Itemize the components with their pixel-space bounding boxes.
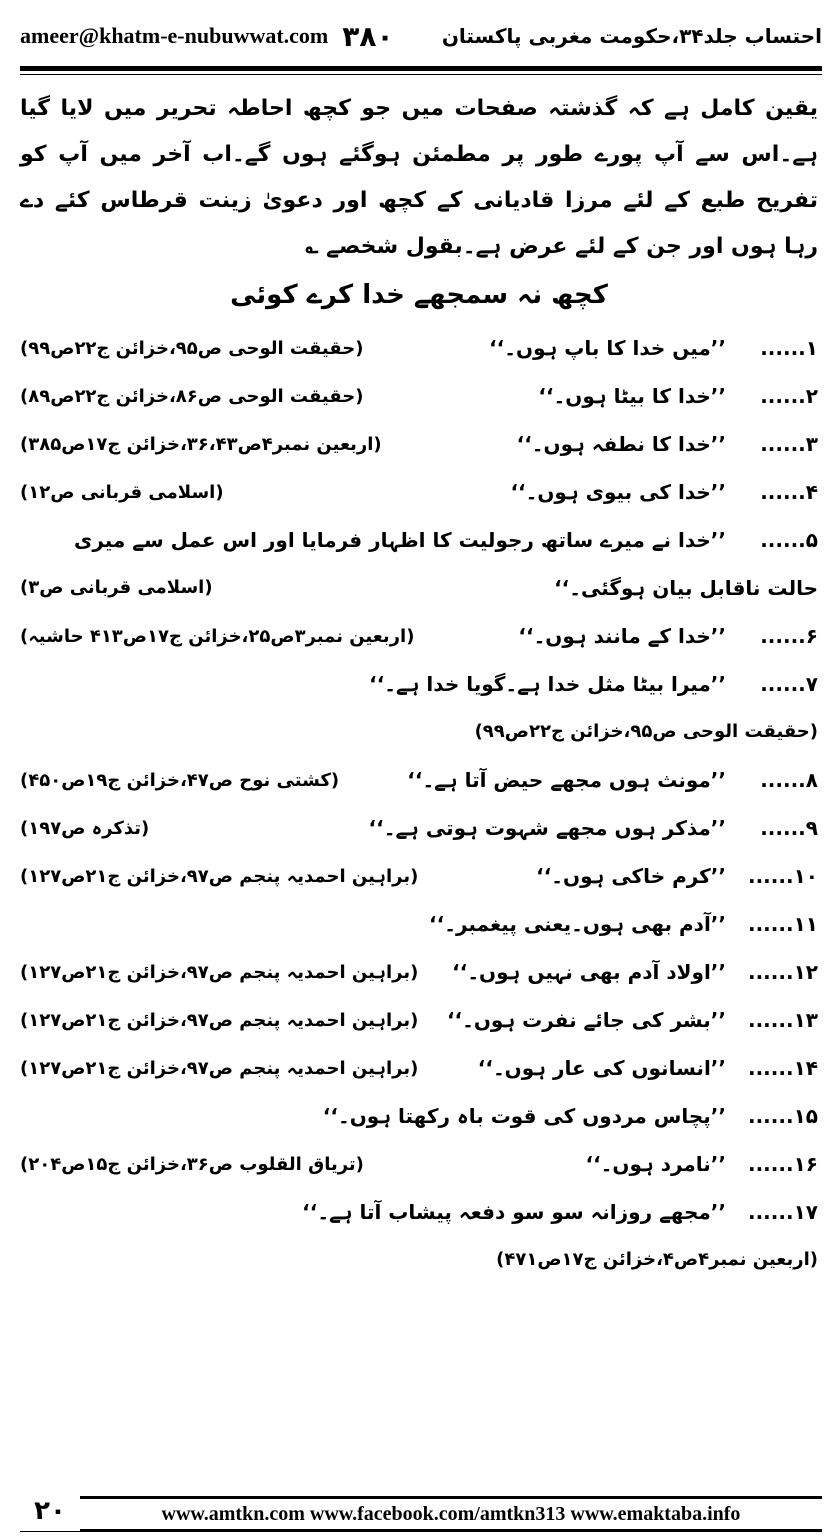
final-reference-line	[20, 1236, 818, 1284]
page-header	[20, 8, 822, 64]
entries-list-2	[20, 756, 818, 1236]
list-item	[20, 804, 818, 852]
entry-number: ۱۴......	[747, 1056, 818, 1080]
entry-number: ۱۱......	[747, 912, 818, 936]
footer-page-number: ۲۰	[20, 1491, 80, 1532]
list-item	[20, 612, 818, 660]
entry-quote: ’’خدا کے مانند ہوں۔‘‘	[518, 624, 726, 648]
list-item	[20, 468, 818, 516]
entry-reference: (تریاق القلوب ص۳۶،خزائن ج۱۵ص۲۰۴)	[20, 1153, 364, 1175]
entry-quote: ’’مجھے روزانہ سو سو دفعہ پیشاب آتا ہے۔‘‘	[302, 1200, 726, 1224]
entry-quote: ’’اولاد آدم بھی نہیں ہوں۔‘‘	[452, 960, 726, 984]
list-item	[20, 660, 818, 708]
entry-number: ۶......	[760, 624, 818, 648]
entry-number: ۴......	[760, 480, 818, 504]
list-item	[20, 516, 818, 564]
list-item	[20, 420, 818, 468]
entry-quote: ’’نامرد ہوں۔‘‘	[585, 1152, 726, 1176]
list-item	[20, 1188, 818, 1236]
entry-reference: (حقیقت الوحی ص۸۶،خزائن ج۲۲ص۸۹)	[20, 385, 364, 407]
list-item	[20, 372, 818, 420]
entry-reference: (اربعین نمبر۳ص۲۵،خزائن ج۱۷ص۴۱۳ حاشیہ)	[20, 625, 415, 647]
entry-number: ۱۳......	[747, 1008, 818, 1032]
entry-reference: (اسلامی قربانی ص۱۲)	[20, 481, 224, 503]
entry-quote: ’’میں خدا کا باپ ہوں۔‘‘	[489, 336, 726, 360]
entry-reference: (براہین احمدیہ پنجم ص۹۷،خزائن ج۲۱ص۱۲۷)	[20, 1009, 419, 1031]
list-item	[20, 324, 818, 372]
entry-reference: (اربعین نمبر۴ص۳۶،۴۳،خزائن ج۱۷ص۳۸۵)	[20, 433, 382, 455]
list-item	[20, 948, 818, 996]
entry-quote: ’’خدا کی بیوی ہوں۔‘‘	[510, 480, 726, 504]
header-left	[20, 20, 394, 53]
entry-number: ۲......	[760, 384, 818, 408]
list-item	[20, 1140, 818, 1188]
entry-reference: (اربعین نمبر۴ص۴،خزائن ج۱۷ص۴۷۱)	[496, 1249, 818, 1270]
header-page-number: ۳۸۰	[342, 19, 394, 53]
couplet: کچھ نہ سمجھے خدا کرے کوئی	[230, 280, 608, 310]
entry-reference: (اسلامی قربانی ص۳)	[20, 577, 213, 598]
header-title: احتساب جلد۳۴،حکومت مغربی پاکستان	[441, 24, 822, 48]
list-item	[20, 852, 818, 900]
entry-reference: (براہین احمدیہ پنجم ص۹۷،خزائن ج۲۱ص۱۲۷)	[20, 865, 419, 887]
entry-number: ۳......	[760, 432, 818, 456]
header-rule-thin	[20, 74, 822, 75]
entry-continuation	[20, 564, 818, 612]
entry-number: ۷......	[760, 672, 818, 696]
entry-number: ۱۰......	[747, 864, 818, 888]
header-rule-thick	[20, 66, 822, 71]
entry-quote: ’’میرا بیٹا مثل خدا ہے۔گویا خدا ہے۔‘‘	[369, 672, 726, 696]
entry-number: ۱......	[760, 336, 818, 360]
entry-quote: ’’آدم بھی ہوں۔یعنی پیغمبر۔‘‘	[429, 912, 726, 936]
entry-quote: ’’خدا کا نطفہ ہوں۔‘‘	[516, 432, 726, 456]
entry-quote: ’’کرم خاکی ہوں۔‘‘	[536, 864, 726, 888]
entry-reference: (براہین احمدیہ پنجم ص۹۷،خزائن ج۲۱ص۱۲۷)	[20, 961, 419, 983]
entry-number: ۱۷......	[747, 1200, 818, 1224]
entry-reference: (حقیقت الوحی ص۹۵،خزائن ج۲۲ص۹۹)	[474, 721, 818, 742]
entry-quote: ’’پچاس مردوں کی قوت باہ رکھتا ہوں۔‘‘	[322, 1104, 726, 1128]
entry-number: ۹......	[760, 816, 818, 840]
footer-links: www.amtkn.com www.facebook.com/amtkn313 www.emaktaba.info	[80, 1496, 822, 1532]
list-item	[20, 900, 818, 948]
list-item	[20, 1044, 818, 1092]
list-item	[20, 1092, 818, 1140]
entry-number: ۸......	[760, 768, 818, 792]
entry-quote: ’’مذکر ہوں مجھے شہوت ہوتی ہے۔‘‘	[368, 816, 726, 840]
entry-quote: ’’انسانوں کی عار ہوں۔‘‘	[477, 1056, 726, 1080]
entry-number: ۱۵......	[747, 1104, 818, 1128]
entries-list-1	[20, 324, 818, 516]
page-body	[20, 86, 818, 1284]
entry-reference: (کشتی نوح ص۴۷،خزائن ج۱۹ص۴۵۰)	[20, 769, 340, 791]
entry-quote: ’’مونث ہوں مجھے حیض آتا ہے۔‘‘	[407, 768, 726, 792]
page-footer	[20, 1492, 822, 1532]
header-email: ameer@khatm-e-nubuwwat.com	[20, 23, 329, 48]
entry-reference: (براہین احمدیہ پنجم ص۹۷،خزائن ج۲۱ص۱۲۷)	[20, 1057, 419, 1079]
entry-quote: ’’خدا کا بیٹا ہوں۔‘‘	[538, 384, 726, 408]
entry-number: ۵......	[760, 528, 818, 552]
entry-reference: (تذکرہ ص۱۹۷)	[20, 817, 150, 839]
entry-5	[20, 516, 818, 612]
entry-reference: (حقیقت الوحی ص۹۵،خزائن ج۲۲ص۹۹)	[20, 337, 364, 359]
intro-paragraph: یقین کامل ہے کہ گذشتہ صفحات میں جو کچھ احاطہ تحریر میں لایا گیا ہے۔اس سے آپ پورے طور پر مطمئن ہوگئے ہوں گے۔اب آخر میں آپ کو تفریح طبع کے لئے مرزا قادیانی کے کچھ اور دعویٰ زینت قرطاس کئے دے رہا ہوں اور جن کے لئے عرض ہے۔بقول شخصے ؎	[20, 96, 818, 259]
list-item	[20, 756, 818, 804]
entry-quote: ’’بشر کی جائے نفرت ہوں۔‘‘	[446, 1008, 726, 1032]
entry-number: ۱۶......	[747, 1152, 818, 1176]
list-item	[20, 996, 818, 1044]
entry-quote-continued: حالت ناقابل بیان ہوگئی۔‘‘	[554, 576, 818, 600]
entry-quote: ’’خدا نے میرے ساتھ رجولیت کا اظہار فرمایا اور اس عمل سے میری	[73, 528, 726, 552]
entry-number: ۱۲......	[747, 960, 818, 984]
entry-reference-line	[20, 708, 818, 756]
